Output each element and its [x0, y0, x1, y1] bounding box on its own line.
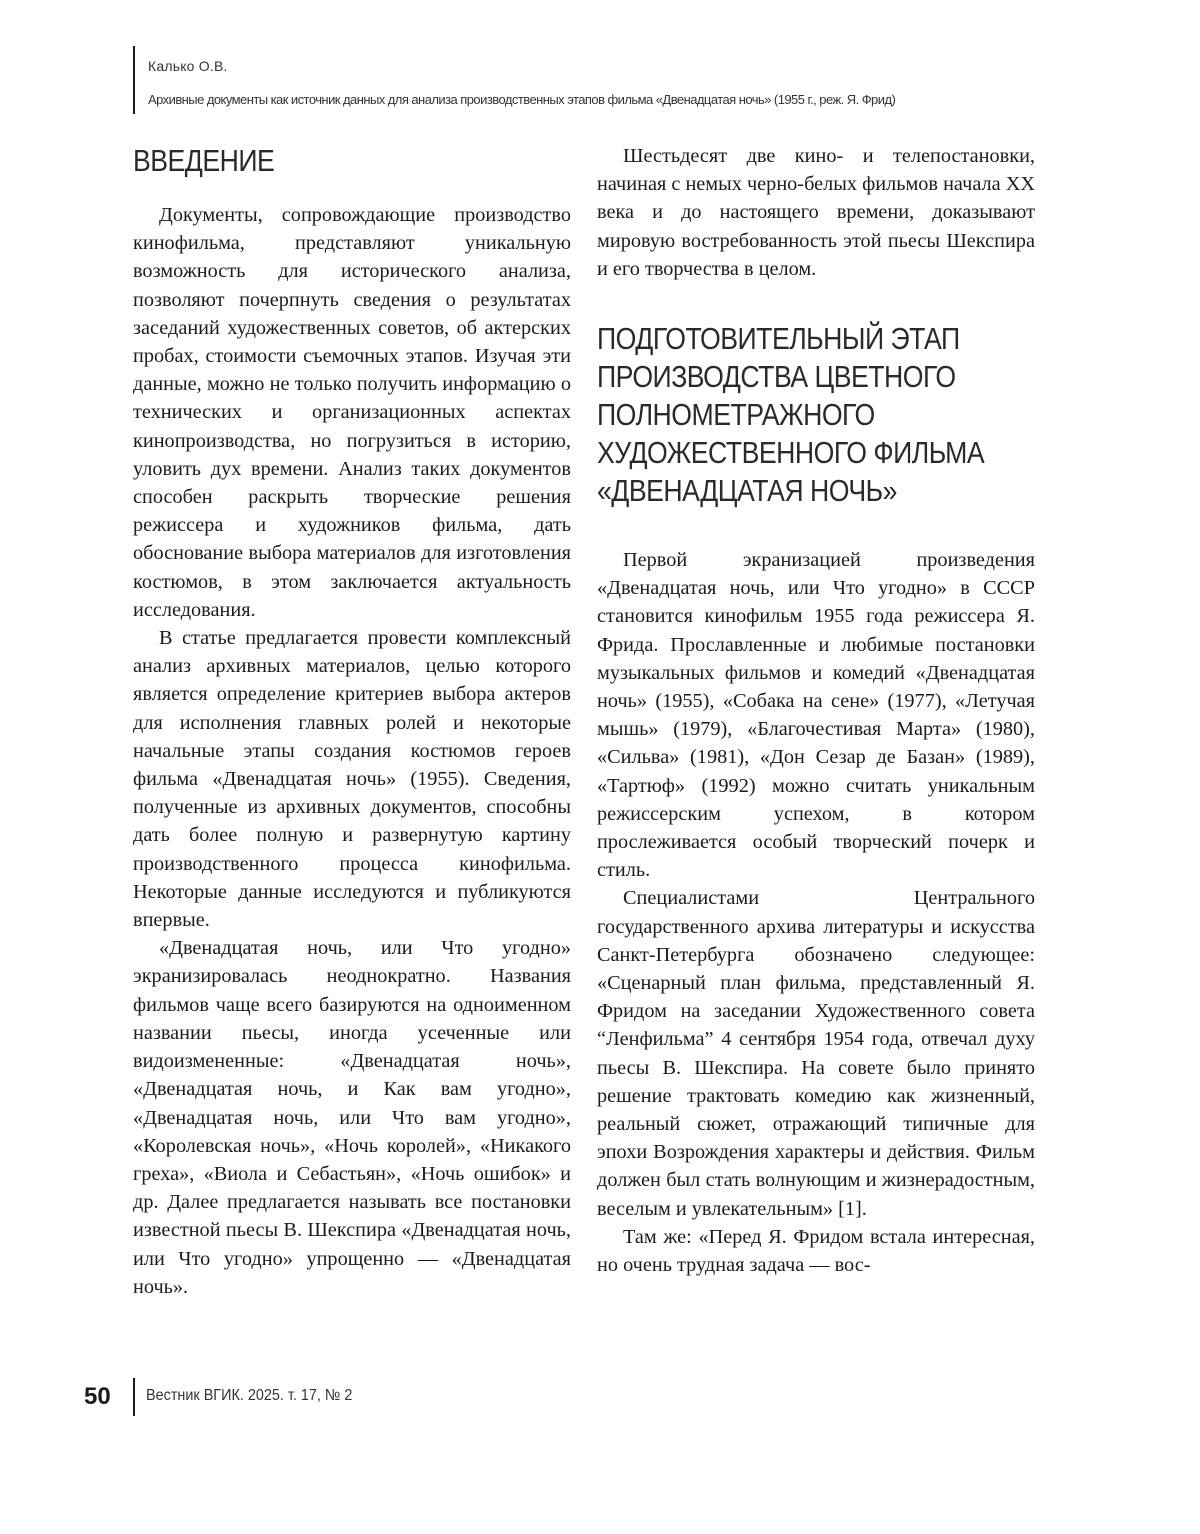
page-number: 50 — [84, 1383, 111, 1410]
paragraph: «Двенадцатая ночь, или Что угодно» экранизировалась неоднократно. Названия фильмов чаще всего базируются на одноименном названии пьесы, иногда усеченные или видоизмененные: «Двенадцатая ночь», «Двенадцатая ночь, и Как вам угодно», «Двенадцатая ночь, или Что вам угодно», «Королевская ночь», «Ночь королей», «Никакого греха», «Виола и Себастьян», «Ночь ошибок» и др. Далее предлагается называть все постановки известной пьесы В. Шекспира «Двенадцатая ночь, или Что угодно» упрощенно — «Двенадцатая ночь». — [133, 937, 571, 1298]
header-article-title: Архивные документы как источник данных для анализа производственных этапов фильма «Двенадцатая ночь» (1955 г., реж. Я. Фрид) — [148, 92, 896, 107]
paragraph: Первой экранизацией произведения «Двенадцатая ночь, или Что угодно» в СССР становится кинофильм 1955 года режиссера Я. Фрида. Прославленные и любимые постановки музыкальных фильмов и комедий «Двенадцатая ночь» (1955), «Собака на сене» (1977), «Летучая мышь» (1979), «Благочестивая Марта» (1980), «Сильва» (1981), «Дон Сезар де Базан» (1989), «Тартюф» (1992) можно считать уникальным режиссерским успехом, в котором прослеживается особый творческий почерк и стиль. — [597, 549, 1035, 882]
paragraph: Шестьдесят две кино- и телепостановки, начиная с немых черно-белых фильмов начала XX века и до настоящего времени, доказывают мировую востребованность этой пьесы Шекспира и его творчества в целом. — [597, 145, 1035, 280]
right-column — [597, 142, 1035, 1279]
section-heading-preparatory-stage: ПОДГОТОВИТЕЛЬНЫЙ ЭТАП ПРОИЗВОДСТВА ЦВЕТНОГО ПОЛНОМЕТРАЖНОГО ХУДОЖЕСТВЕННОГО ФИЛЬМА «ДВЕНАДЦАТАЯ НОЧЬ» — [597, 321, 985, 509]
running-header — [133, 46, 1113, 114]
journal-citation: Вестник ВГИК. 2025. т. 17, № 2 — [146, 1387, 353, 1404]
footer-divider — [133, 1378, 135, 1416]
paragraph: В статье предлагается провести комплексный анализ архивных материалов, целью которого является определение критериев выбора актеров для исполнения главных ролей и некоторые начальные этапы создания костюмов героев фильма «Двенадцатая ночь» (1955). Сведения, полученные из архивных документов, способны дать более полную и развернутую картину производственного процесса кинофильма. Некоторые данные исследуются и публикуются впервые. — [133, 627, 571, 932]
header-author: Калько О.В. — [148, 58, 228, 74]
left-column — [133, 142, 571, 1301]
paragraph: Там же: «Перед Я. Фридом встала интересная, но очень трудная задача — вос- — [597, 1225, 1035, 1277]
paragraph: Специалистами Центрального государственного архива литературы и искусства Санкт-Петербурга обозначено следующее: «Сценарный план фильма, представленный Я. Фридом на заседании Художественного совета “Ленфильма” 4 сентября 1954 года, отвечал духу пьесы В. Шекспира. На совете было принято решение трактовать комедию как жизненный, реальный сюжет, отражающий типичные для эпохи Возрождения характеры и действия. Фильм должен был стать волнующим и жизнерадостным, веселым и увлекательным» [1]. — [597, 887, 1035, 1220]
section-heading-introduction: ВВЕДЕНИЕ — [133, 143, 275, 178]
paragraph: Документы, сопровождающие производство кинофильма, представляют уникальную возможность для исторического анализа, позволяют почерпнуть сведения о результатах заседаний художественных советов, об актерских пробах, стоимости съемочных этапов. Изучая эти данные, можно не только получить информацию о технических и организационных аспектах кинопроизводства, но погрузиться в историю, уловить дух времени. Анализ таких документов способен раскрыть творческие решения режиссера и художников фильма, дать обоснование выбора материалов для изготовления костюмов, в этом заключается актуальность исследования. — [133, 204, 571, 621]
